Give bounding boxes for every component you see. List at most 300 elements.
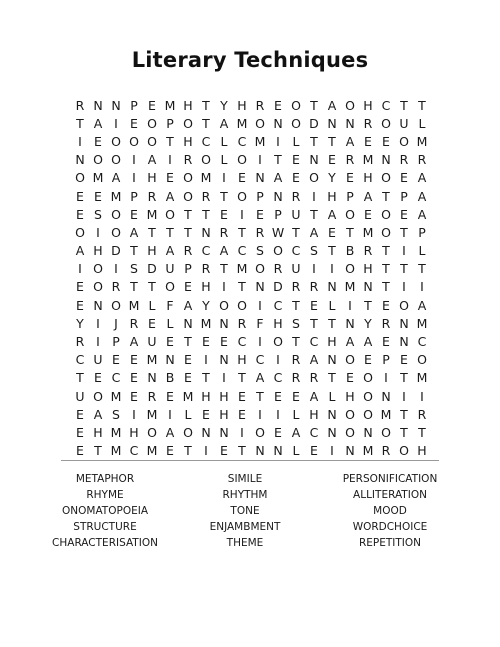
grid-letter: T	[202, 97, 210, 113]
grid-letter: T	[166, 224, 174, 240]
grid-letter: T	[310, 97, 318, 113]
grid-letter: P	[184, 261, 192, 277]
word-list-item: MOOD	[373, 505, 407, 517]
grid-row	[71, 242, 431, 260]
grid-letter: M	[92, 170, 104, 186]
grid-letter: O	[255, 424, 265, 440]
grid-letter: T	[310, 206, 318, 222]
grid-letter: O	[111, 224, 121, 240]
grid-letter: O	[363, 370, 373, 386]
grid-letter: E	[112, 352, 120, 368]
grid-letter: P	[130, 188, 138, 204]
grid-letter: O	[255, 261, 265, 277]
grid-letter: M	[362, 224, 374, 240]
grid-letter: M	[146, 443, 158, 459]
grid-letter: R	[147, 188, 157, 204]
grid-letter: E	[274, 424, 282, 440]
grid-letter: I	[312, 261, 316, 277]
grid-letter: M	[164, 97, 176, 113]
grid-letter: E	[166, 170, 174, 186]
grid-letter: A	[165, 424, 175, 440]
grid-letter: M	[200, 170, 212, 186]
grid-row	[71, 387, 431, 405]
grid-letter: E	[148, 315, 156, 331]
grid-letter: N	[75, 152, 85, 168]
grid-letter: E	[184, 352, 192, 368]
grid-letter: M	[362, 443, 374, 459]
grid-letter: C	[273, 297, 283, 313]
grid-letter: E	[184, 279, 192, 295]
grid-letter: O	[165, 279, 175, 295]
grid-letter: U	[165, 261, 175, 277]
grid-letter: H	[183, 97, 193, 113]
grid-letter: R	[273, 261, 283, 277]
grid-letter: O	[147, 133, 157, 149]
grid-letter: E	[130, 352, 138, 368]
grid-letter: O	[183, 170, 193, 186]
grid-row	[71, 132, 431, 150]
grid-letter: A	[219, 243, 229, 259]
grid-letter: M	[110, 424, 122, 440]
grid-row	[71, 114, 431, 132]
page-title: Literary Techniques	[131, 48, 369, 72]
grid-letter: O	[237, 152, 247, 168]
grid-letter: R	[363, 115, 373, 131]
grid-letter: D	[273, 279, 283, 295]
grid-letter: M	[146, 206, 158, 222]
grid-letter: N	[327, 352, 337, 368]
grid-letter: W	[271, 224, 285, 240]
grid-letter: D	[111, 243, 121, 259]
grid-letter: N	[327, 424, 337, 440]
grid-letter: N	[201, 424, 211, 440]
word-list-item: REPETITION	[358, 537, 422, 549]
grid-letter: I	[258, 297, 262, 313]
grid-letter: E	[292, 388, 300, 404]
grid-letter: M	[362, 152, 374, 168]
grid-letter: L	[220, 152, 228, 168]
grid-letter: E	[130, 206, 138, 222]
grid-letter: O	[363, 388, 373, 404]
word-list-item: METAPHOR	[75, 473, 135, 485]
word-list-item: STRUCTURE	[73, 521, 137, 533]
grid-letter: O	[381, 115, 391, 131]
grid-letter: S	[310, 243, 318, 259]
grid-letter: Y	[364, 315, 372, 331]
grid-letter: I	[348, 297, 352, 313]
grid-letter: M	[416, 133, 428, 149]
grid-letter: C	[381, 97, 391, 113]
grid-letter: T	[184, 334, 192, 350]
grid-letter: O	[309, 170, 319, 186]
grid-letter: T	[166, 133, 174, 149]
grid-letter: T	[310, 315, 318, 331]
grid-letter: T	[148, 279, 156, 295]
grid-letter: O	[291, 115, 301, 131]
grid-letter: T	[184, 443, 192, 459]
grid-letter: O	[111, 152, 121, 168]
grid-letter: I	[258, 152, 262, 168]
grid-letter: R	[255, 97, 265, 113]
grid-letter: N	[255, 443, 265, 459]
grid-letter: U	[93, 352, 103, 368]
grid-letter: A	[273, 170, 283, 186]
grid-letter: N	[327, 279, 337, 295]
grid-letter: M	[110, 188, 122, 204]
grid-letter: E	[382, 133, 390, 149]
grid-letter: E	[346, 170, 354, 186]
grid-letter: T	[382, 243, 390, 259]
word-search-grid	[71, 96, 431, 460]
grid-letter: E	[76, 406, 84, 422]
grid-letter: D	[309, 115, 319, 131]
grid-letter: T	[400, 224, 408, 240]
grid-letter: H	[327, 334, 337, 350]
grid-letter: O	[93, 261, 103, 277]
grid-row	[71, 151, 431, 169]
grid-letter: M	[236, 261, 248, 277]
grid-letter: R	[291, 370, 301, 386]
word-list-item: CHARACTERISATION	[52, 537, 158, 549]
grid-letter: I	[258, 406, 262, 422]
grid-letter: M	[416, 315, 428, 331]
grid-letter: I	[114, 261, 118, 277]
grid-letter: H	[219, 388, 229, 404]
grid-row	[71, 369, 431, 387]
grid-letter: N	[327, 406, 337, 422]
grid-letter: E	[364, 206, 372, 222]
grid-letter: T	[310, 133, 318, 149]
grid-letter: L	[418, 243, 426, 259]
grid-letter: R	[381, 443, 391, 459]
grid-letter: R	[183, 152, 193, 168]
grid-letter: T	[418, 424, 426, 440]
grid-letter: H	[201, 279, 211, 295]
grid-letter: O	[345, 206, 355, 222]
grid-letter: E	[400, 352, 408, 368]
grid-letter: T	[238, 370, 246, 386]
grid-row	[71, 96, 431, 114]
grid-letter: L	[418, 115, 426, 131]
grid-letter: H	[183, 133, 193, 149]
grid-letter: A	[165, 188, 175, 204]
grid-letter: M	[254, 133, 266, 149]
grid-letter: H	[363, 261, 373, 277]
word-list-item: ONOMATOPOEIA	[62, 505, 148, 517]
grid-letter: N	[345, 315, 355, 331]
grid-letter: L	[148, 297, 156, 313]
grid-letter: B	[345, 243, 355, 259]
grid-letter: P	[418, 224, 426, 240]
grid-letter: H	[327, 188, 337, 204]
grid-letter: B	[165, 370, 175, 386]
grid-letter: O	[93, 279, 103, 295]
grid-letter: E	[400, 170, 408, 186]
grid-letter: P	[112, 334, 120, 350]
grid-letter: L	[292, 133, 300, 149]
grid-letter: M	[110, 443, 122, 459]
grid-letter: E	[130, 388, 138, 404]
grid-letter: E	[382, 297, 390, 313]
grid-letter: R	[363, 243, 373, 259]
grid-letter: I	[258, 334, 262, 350]
grid-letter: O	[75, 224, 85, 240]
grid-letter: O	[417, 352, 427, 368]
grid-row	[71, 169, 431, 187]
grid-letter: A	[219, 115, 229, 131]
grid-row	[71, 423, 431, 441]
grid-letter: C	[255, 352, 265, 368]
grid-letter: N	[147, 370, 157, 386]
grid-row	[71, 351, 431, 369]
grid-letter: R	[111, 279, 121, 295]
grid-letter: I	[420, 388, 424, 404]
grid-letter: M	[110, 388, 122, 404]
grid-letter: R	[147, 388, 157, 404]
grid-letter: O	[147, 115, 157, 131]
grid-letter: I	[222, 279, 226, 295]
grid-letter: T	[184, 206, 192, 222]
grid-letter: E	[382, 334, 390, 350]
grid-letter: E	[310, 443, 318, 459]
grid-letter: A	[417, 297, 427, 313]
grid-letter: R	[255, 224, 265, 240]
grid-letter: E	[76, 297, 84, 313]
grid-letter: M	[236, 115, 248, 131]
grid-letter: H	[201, 388, 211, 404]
grid-letter: M	[200, 315, 212, 331]
grid-letter: T	[292, 297, 300, 313]
grid-letter: I	[168, 406, 172, 422]
grid-letter: I	[240, 206, 244, 222]
grid-letter: O	[201, 152, 211, 168]
grid-letter: E	[292, 152, 300, 168]
grid-letter: P	[400, 188, 408, 204]
word-list-item: ALLITERATION	[353, 489, 427, 501]
grid-letter: O	[399, 297, 409, 313]
grid-letter: T	[184, 224, 192, 240]
grid-letter: R	[399, 152, 409, 168]
grid-letter: E	[220, 206, 228, 222]
grid-letter: I	[132, 406, 136, 422]
grid-letter: P	[382, 352, 390, 368]
grid-letter: N	[183, 315, 193, 331]
grid-letter: O	[237, 297, 247, 313]
grid-letter: D	[147, 261, 157, 277]
grid-letter: E	[76, 424, 84, 440]
grid-letter: I	[330, 261, 334, 277]
grid-letter: E	[328, 152, 336, 168]
grid-letter: N	[255, 170, 265, 186]
grid-letter: R	[381, 315, 391, 331]
grid-letter: H	[147, 170, 157, 186]
grid-letter: T	[238, 224, 246, 240]
grid-letter: T	[148, 224, 156, 240]
grid-letter: I	[204, 352, 208, 368]
grid-letter: U	[75, 388, 85, 404]
grid-letter: H	[93, 243, 103, 259]
grid-row	[71, 314, 431, 332]
grid-letter: O	[381, 206, 391, 222]
grid-letter: M	[380, 406, 392, 422]
grid-letter: O	[183, 424, 193, 440]
grid-letter: T	[238, 443, 246, 459]
grid-letter: E	[202, 406, 210, 422]
grid-row	[71, 442, 431, 460]
word-list-item: RHYME	[86, 489, 124, 501]
grid-letter: N	[219, 315, 229, 331]
grid-letter: A	[417, 170, 427, 186]
grid-letter: E	[256, 206, 264, 222]
grid-letter: P	[346, 188, 354, 204]
grid-letter: T	[382, 261, 390, 277]
grid-letter: A	[309, 224, 319, 240]
grid-letter: E	[274, 97, 282, 113]
grid-letter: T	[220, 261, 228, 277]
grid-letter: T	[400, 97, 408, 113]
word-list-item: ENJAMBMENT	[209, 521, 281, 533]
grid-letter: T	[346, 224, 354, 240]
grid-letter: N	[93, 297, 103, 313]
grid-letter: N	[165, 352, 175, 368]
grid-letter: T	[76, 115, 84, 131]
grid-letter: E	[130, 115, 138, 131]
grid-letter: O	[381, 424, 391, 440]
grid-letter: T	[220, 188, 228, 204]
grid-letter: A	[309, 352, 319, 368]
grid-row	[71, 205, 431, 223]
grid-letter: C	[237, 243, 247, 259]
grid-letter: O	[219, 297, 229, 313]
grid-letter: U	[147, 334, 157, 350]
grid-letter: P	[256, 188, 264, 204]
grid-letter: T	[256, 388, 264, 404]
grid-letter: Y	[220, 97, 228, 113]
grid-letter: I	[276, 406, 280, 422]
grid-letter: I	[402, 279, 406, 295]
grid-letter: I	[132, 170, 136, 186]
grid-letter: U	[291, 261, 301, 277]
grid-letter: A	[93, 406, 103, 422]
grid-letter: A	[129, 224, 139, 240]
grid-letter: H	[345, 388, 355, 404]
grid-letter: C	[291, 243, 301, 259]
grid-letter: O	[255, 115, 265, 131]
grid-letter: N	[273, 443, 283, 459]
grid-letter: I	[132, 152, 136, 168]
grid-letter: O	[345, 352, 355, 368]
grid-letter: A	[75, 243, 85, 259]
grid-letter: N	[363, 424, 373, 440]
grid-letter: N	[219, 424, 229, 440]
grid-letter: I	[276, 133, 280, 149]
grid-letter: N	[399, 334, 409, 350]
grid-letter: E	[130, 370, 138, 386]
grid-letter: E	[238, 406, 246, 422]
grid-letter: M	[344, 279, 356, 295]
grid-letter: H	[237, 97, 247, 113]
grid-letter: H	[273, 315, 283, 331]
grid-letter: J	[114, 315, 118, 331]
grid-letter: L	[328, 388, 336, 404]
grid-letter: N	[399, 315, 409, 331]
grid-letter: N	[327, 115, 337, 131]
grid-letter: A	[327, 97, 337, 113]
grid-letter: C	[201, 243, 211, 259]
grid-letter: O	[363, 406, 373, 422]
grid-letter: C	[75, 352, 85, 368]
grid-letter: R	[129, 315, 139, 331]
grid-letter: N	[219, 352, 229, 368]
grid-letter: R	[309, 370, 319, 386]
grid-letter: E	[148, 97, 156, 113]
grid-letter: R	[417, 152, 427, 168]
grid-letter: N	[273, 115, 283, 131]
grid-letter: N	[111, 97, 121, 113]
grid-letter: N	[345, 443, 355, 459]
grid-letter: A	[183, 297, 193, 313]
grid-letter: T	[202, 206, 210, 222]
grid-letter: O	[111, 297, 121, 313]
grid-letter: C	[273, 370, 283, 386]
grid-letter: O	[93, 152, 103, 168]
grid-letter: A	[291, 424, 301, 440]
grid-letter: T	[418, 261, 426, 277]
grid-letter: E	[166, 334, 174, 350]
grid-letter: H	[309, 406, 319, 422]
grid-letter: H	[363, 97, 373, 113]
grid-letter: O	[381, 170, 391, 186]
grid-letter: H	[147, 243, 157, 259]
grid-letter: T	[76, 370, 84, 386]
grid-letter: P	[166, 115, 174, 131]
grid-letter: R	[75, 97, 85, 113]
grid-letter: T	[94, 443, 102, 459]
grid-letter: I	[420, 279, 424, 295]
grid-letter: T	[328, 315, 336, 331]
grid-letter: I	[96, 315, 100, 331]
grid-letter: I	[78, 261, 82, 277]
grid-letter: A	[93, 115, 103, 131]
grid-letter: P	[130, 97, 138, 113]
grid-row	[71, 278, 431, 296]
grid-letter: R	[309, 279, 319, 295]
grid-letter: I	[402, 243, 406, 259]
grid-letter: L	[328, 297, 336, 313]
grid-letter: O	[111, 133, 121, 149]
grid-letter: C	[237, 334, 247, 350]
grid-letter: O	[165, 206, 175, 222]
grid-letter: O	[183, 115, 193, 131]
grid-letter: R	[183, 243, 193, 259]
grid-letter: O	[111, 206, 121, 222]
grid-letter: A	[363, 188, 373, 204]
grid-letter: Y	[328, 170, 336, 186]
grid-letter: C	[309, 424, 319, 440]
grid-letter: N	[201, 224, 211, 240]
grid-letter: A	[255, 370, 265, 386]
grid-letter: A	[345, 334, 355, 350]
grid-letter: U	[291, 206, 301, 222]
grid-letter: H	[417, 443, 427, 459]
grid-letter: M	[182, 388, 194, 404]
grid-letter: I	[240, 424, 244, 440]
grid-letter: I	[168, 152, 172, 168]
grid-letter: O	[291, 97, 301, 113]
grid-letter: E	[94, 188, 102, 204]
grid-letter: T	[130, 279, 138, 295]
word-list-item: SIMILE	[227, 473, 263, 485]
